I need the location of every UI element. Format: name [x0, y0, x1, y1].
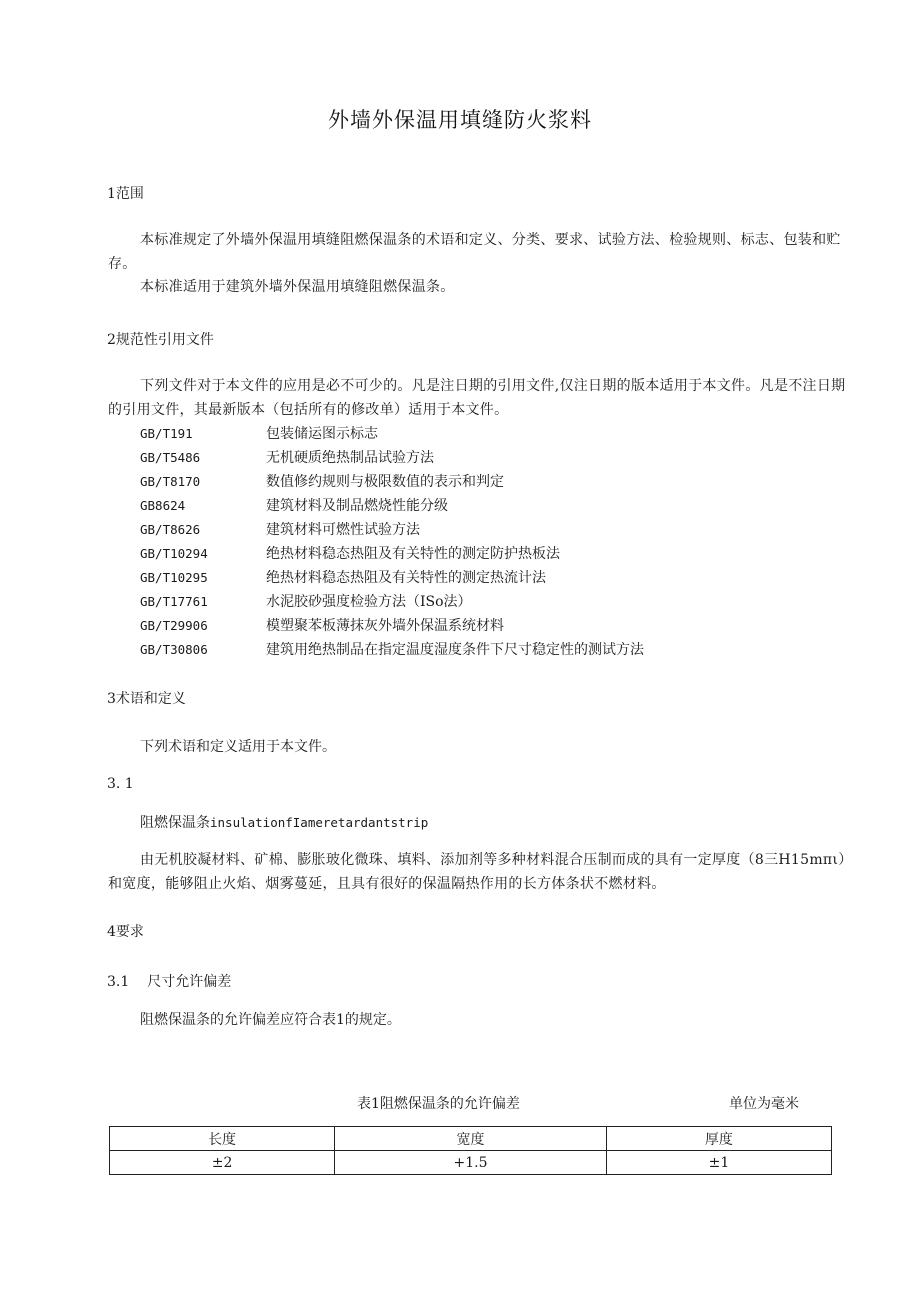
scope-paragraph-2: 本标准适用于建筑外墙外保温用填缝阻燃保温条。	[140, 279, 455, 295]
reference-item	[140, 566, 644, 590]
reference-code: GB/T29906	[140, 618, 208, 633]
page-title: 外墙外保温用填缝防火浆料	[328, 108, 592, 132]
reference-code: GB8624	[140, 498, 186, 513]
reference-code: GB/T8626	[140, 522, 201, 537]
subsection-title: 尺寸允许偏差	[147, 974, 232, 990]
term-chinese: 阻燃保温条	[140, 815, 210, 831]
table-caption: 表1阻燃保温条的允许偏差	[357, 1096, 520, 1112]
table-cell: ±1	[606, 1151, 831, 1175]
table-cell: +1.5	[335, 1151, 607, 1175]
reference-list	[140, 422, 644, 662]
reference-title: 建筑用绝热制品在指定温度湿度条件下尺寸稳定性的测试方法	[266, 642, 644, 658]
subsection-heading	[107, 971, 231, 991]
reference-code: GB/T17761	[140, 594, 208, 609]
normative-paragraph: 下列文件对于本文件的应用是必不可少的。凡是注日期的引用文件,仅注日期的版本适用于本文件。凡是不注日期的引用文件，其最新版本（包括所有的修改单）适用于本文件。	[108, 378, 846, 418]
reference-title: 建筑材料及制品燃烧性能分级	[266, 498, 448, 514]
section-heading-scope: 1范围	[107, 186, 144, 202]
reference-code: GB/T10294	[140, 546, 208, 561]
reference-code: GB/T30806	[140, 642, 208, 657]
subsection-number: 3.1	[107, 974, 130, 990]
table-header-cell: 宽度	[335, 1127, 607, 1151]
table-unit: 单位为毫米	[729, 1096, 799, 1112]
section-heading-terms: 3术语和定义	[107, 691, 186, 707]
reference-item	[140, 494, 644, 518]
terms-intro: 下列术语和定义适用于本文件。	[140, 739, 336, 755]
reference-code: GB/T191	[140, 426, 193, 441]
table-header-row	[110, 1127, 832, 1151]
reference-code: GB/T8170	[140, 474, 201, 489]
requirements-paragraph: 阻燃保温条的允许偏差应符合表1的规定。	[140, 1012, 401, 1028]
reference-item	[140, 422, 644, 446]
term-english: insulationfIameretardantstrip	[210, 815, 429, 830]
reference-item	[140, 542, 644, 566]
reference-title: 包装储运图示标志	[266, 426, 378, 442]
table-cell: ±2	[110, 1151, 335, 1175]
reference-title: 绝热材料稳态热阻及有关特性的测定热流计法	[266, 570, 546, 586]
scope-paragraph-1: 本标准规定了外墙外保温用填缝阻燃保温条的术语和定义、分类、要求、试验方法、检验规则、标志、包装和贮存。	[108, 232, 841, 272]
table-header-cell: 厚度	[606, 1127, 831, 1151]
reference-item	[140, 590, 644, 614]
reference-title: 模塑聚苯板薄抹灰外墙外保温系统材料	[266, 618, 504, 634]
reference-item	[140, 518, 644, 542]
section-heading-normative: 2规范性引用文件	[107, 332, 214, 348]
term-definition: 由无机胶凝材料、矿棉、膨胀玻化微珠、填料、添加剂等多种材料混合压制而成的具有一定厚度（8三H15mπι）和宽度，能够阻止火焰、烟雾蔓延，且具有很好的保温隔热作用的长方体条状不燃材料。	[108, 852, 846, 892]
term-entry	[140, 812, 428, 832]
table-row	[110, 1151, 832, 1175]
tolerance-table	[109, 1126, 832, 1175]
table-header-cell: 长度	[110, 1127, 335, 1151]
reference-code: GB/T10295	[140, 570, 208, 585]
reference-code: GB/T5486	[140, 450, 201, 465]
reference-item	[140, 446, 644, 470]
reference-title: 绝热材料稳态热阻及有关特性的测定防护热板法	[266, 546, 560, 562]
reference-title: 数值修约规则与极限数值的表示和判定	[266, 474, 504, 490]
reference-item	[140, 470, 644, 494]
reference-item	[140, 614, 644, 638]
reference-title: 水泥胶砂强度检验方法（ISo法）	[266, 594, 472, 610]
reference-item	[140, 638, 644, 662]
reference-title: 无机硬质绝热制品试验方法	[266, 450, 434, 466]
section-heading-requirements: 4要求	[107, 924, 144, 940]
reference-title: 建筑材料可燃性试验方法	[266, 522, 420, 538]
term-number: 3. 1	[107, 776, 134, 792]
